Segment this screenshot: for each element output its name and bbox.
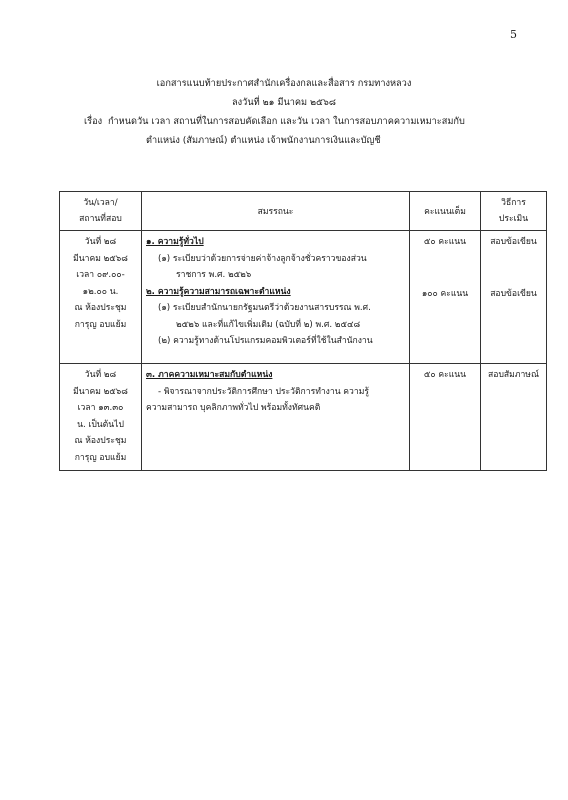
row2-competency [142, 364, 410, 471]
table-header-row [60, 192, 547, 231]
table-row [60, 231, 547, 364]
header-competency: สมรรถนะ [142, 192, 410, 231]
header-line-1: เอกสารแนบท้ายประกาศสำนักเครื่องกลและสื่อสาร กรมทางหลวง [156, 78, 412, 89]
row2-when [60, 364, 142, 471]
row1-when-line: มีนาคม ๒๕๖๘ [73, 253, 128, 264]
section3-line1: - พิจารณาจากประวัติการศึกษา ประวัติการทำงาน ความรู้ [158, 386, 369, 397]
row1-when-line: วันที่ ๒๘ [84, 237, 117, 247]
header-line-4: ตำแหน่ง (สัมภาษณ์) ตำแหน่ง เจ้าพนักงานการเงินและบัญชี [146, 135, 381, 146]
document-header [0, 74, 568, 150]
row1-when-line: การุญ อบแย้ม [74, 319, 127, 330]
row2-score: ๕๐ คะแนน [410, 364, 481, 471]
method-2: สอบข้อเขียน [490, 289, 537, 299]
row1-when [60, 231, 142, 364]
row1-when-line: เวลา ๐๙.๐๐- [76, 270, 125, 280]
header-when-line2: สถานที่สอบ [79, 214, 122, 224]
subject-text: กำหนดวัน เวลา สถานที่ในการสอบคัดเลือก และวัน เวลา ในการสอบภาคความเหมาะสมกับ [107, 116, 465, 127]
row2-when-line: เวลา ๑๓.๓๐ [77, 403, 124, 413]
section1-item1-line1: (๑) ระเบียบว่าด้วยการจ่ายค่าจ้างลูกจ้างชั่วคราวของส่วน [158, 253, 367, 264]
header-when-line1: วัน/เวลา/ [83, 198, 118, 208]
section2-item2: (๒) ความรู้ทางด้านโปรแกรมคอมพิวเตอร์ที่ใช้ในสำนักงาน [158, 336, 373, 346]
method-1: สอบข้อเขียน [490, 237, 537, 247]
row2-when-line: วันที่ ๒๘ [84, 370, 117, 380]
row1-when-line: ๑๒.๐๐ น. [82, 286, 119, 297]
section1-item1-line2: ราชการ พ.ศ. ๒๕๒๖ [176, 270, 252, 280]
header-line-2: ลงวันที่ ๒๑ มีนาคม ๒๕๖๘ [232, 97, 336, 108]
row2-when-line: การุญ อบแย้ม [74, 452, 127, 463]
header-subject [0, 112, 568, 131]
section3-line2: ความสามารถ บุคลิกภาพทั่วไป พร้อมทั้งทัศนคติ [146, 403, 321, 413]
section2-item1-line2: ๒๕๒๖ และที่แก้ไขเพิ่มเติม (ฉบับที่ ๒) พ.ศ. ๒๕๔๘ [176, 319, 361, 330]
row1-method [481, 231, 547, 364]
section2-heading: ๒. ความรู้ความสามารถเฉพาะตำแหน่ง [146, 286, 291, 297]
header-method-line2: ประเมิน [498, 214, 529, 224]
header-method-line1: วิธีการ [501, 198, 526, 208]
row1-when-line: ณ ห้องประชุม [74, 303, 127, 313]
section1-heading: ๑. ความรู้ทั่วไป [146, 237, 204, 247]
table-row [60, 364, 547, 471]
row2-when-line: มีนาคม ๒๕๖๘ [73, 386, 128, 397]
section2-item1-line1: (๑) ระเบียบสำนักนายกรัฐมนตรีว่าด้วยงานสารบรรณ พ.ศ. [158, 303, 371, 313]
header-when [60, 192, 142, 231]
section3-heading: ๓. ภาคความเหมาะสมกับตำแหน่ง [146, 370, 273, 380]
exam-schedule-table [59, 191, 547, 471]
row1-competency [142, 231, 410, 364]
score-1: ๕๐ คะแนน [423, 237, 467, 247]
row2-when-line: ณ ห้องประชุม [74, 436, 127, 446]
score-2: ๑๐๐ คะแนน [421, 289, 469, 299]
row2-when-line: น. เป็นต้นไป [77, 419, 124, 430]
row1-score [410, 231, 481, 364]
row2-method: สอบสัมภาษณ์ [481, 364, 547, 471]
subject-prefix: เรื่อง [84, 116, 103, 127]
page-number: 5 [510, 28, 517, 41]
header-method [481, 192, 547, 231]
header-score: คะแนนเต็ม [410, 192, 481, 231]
